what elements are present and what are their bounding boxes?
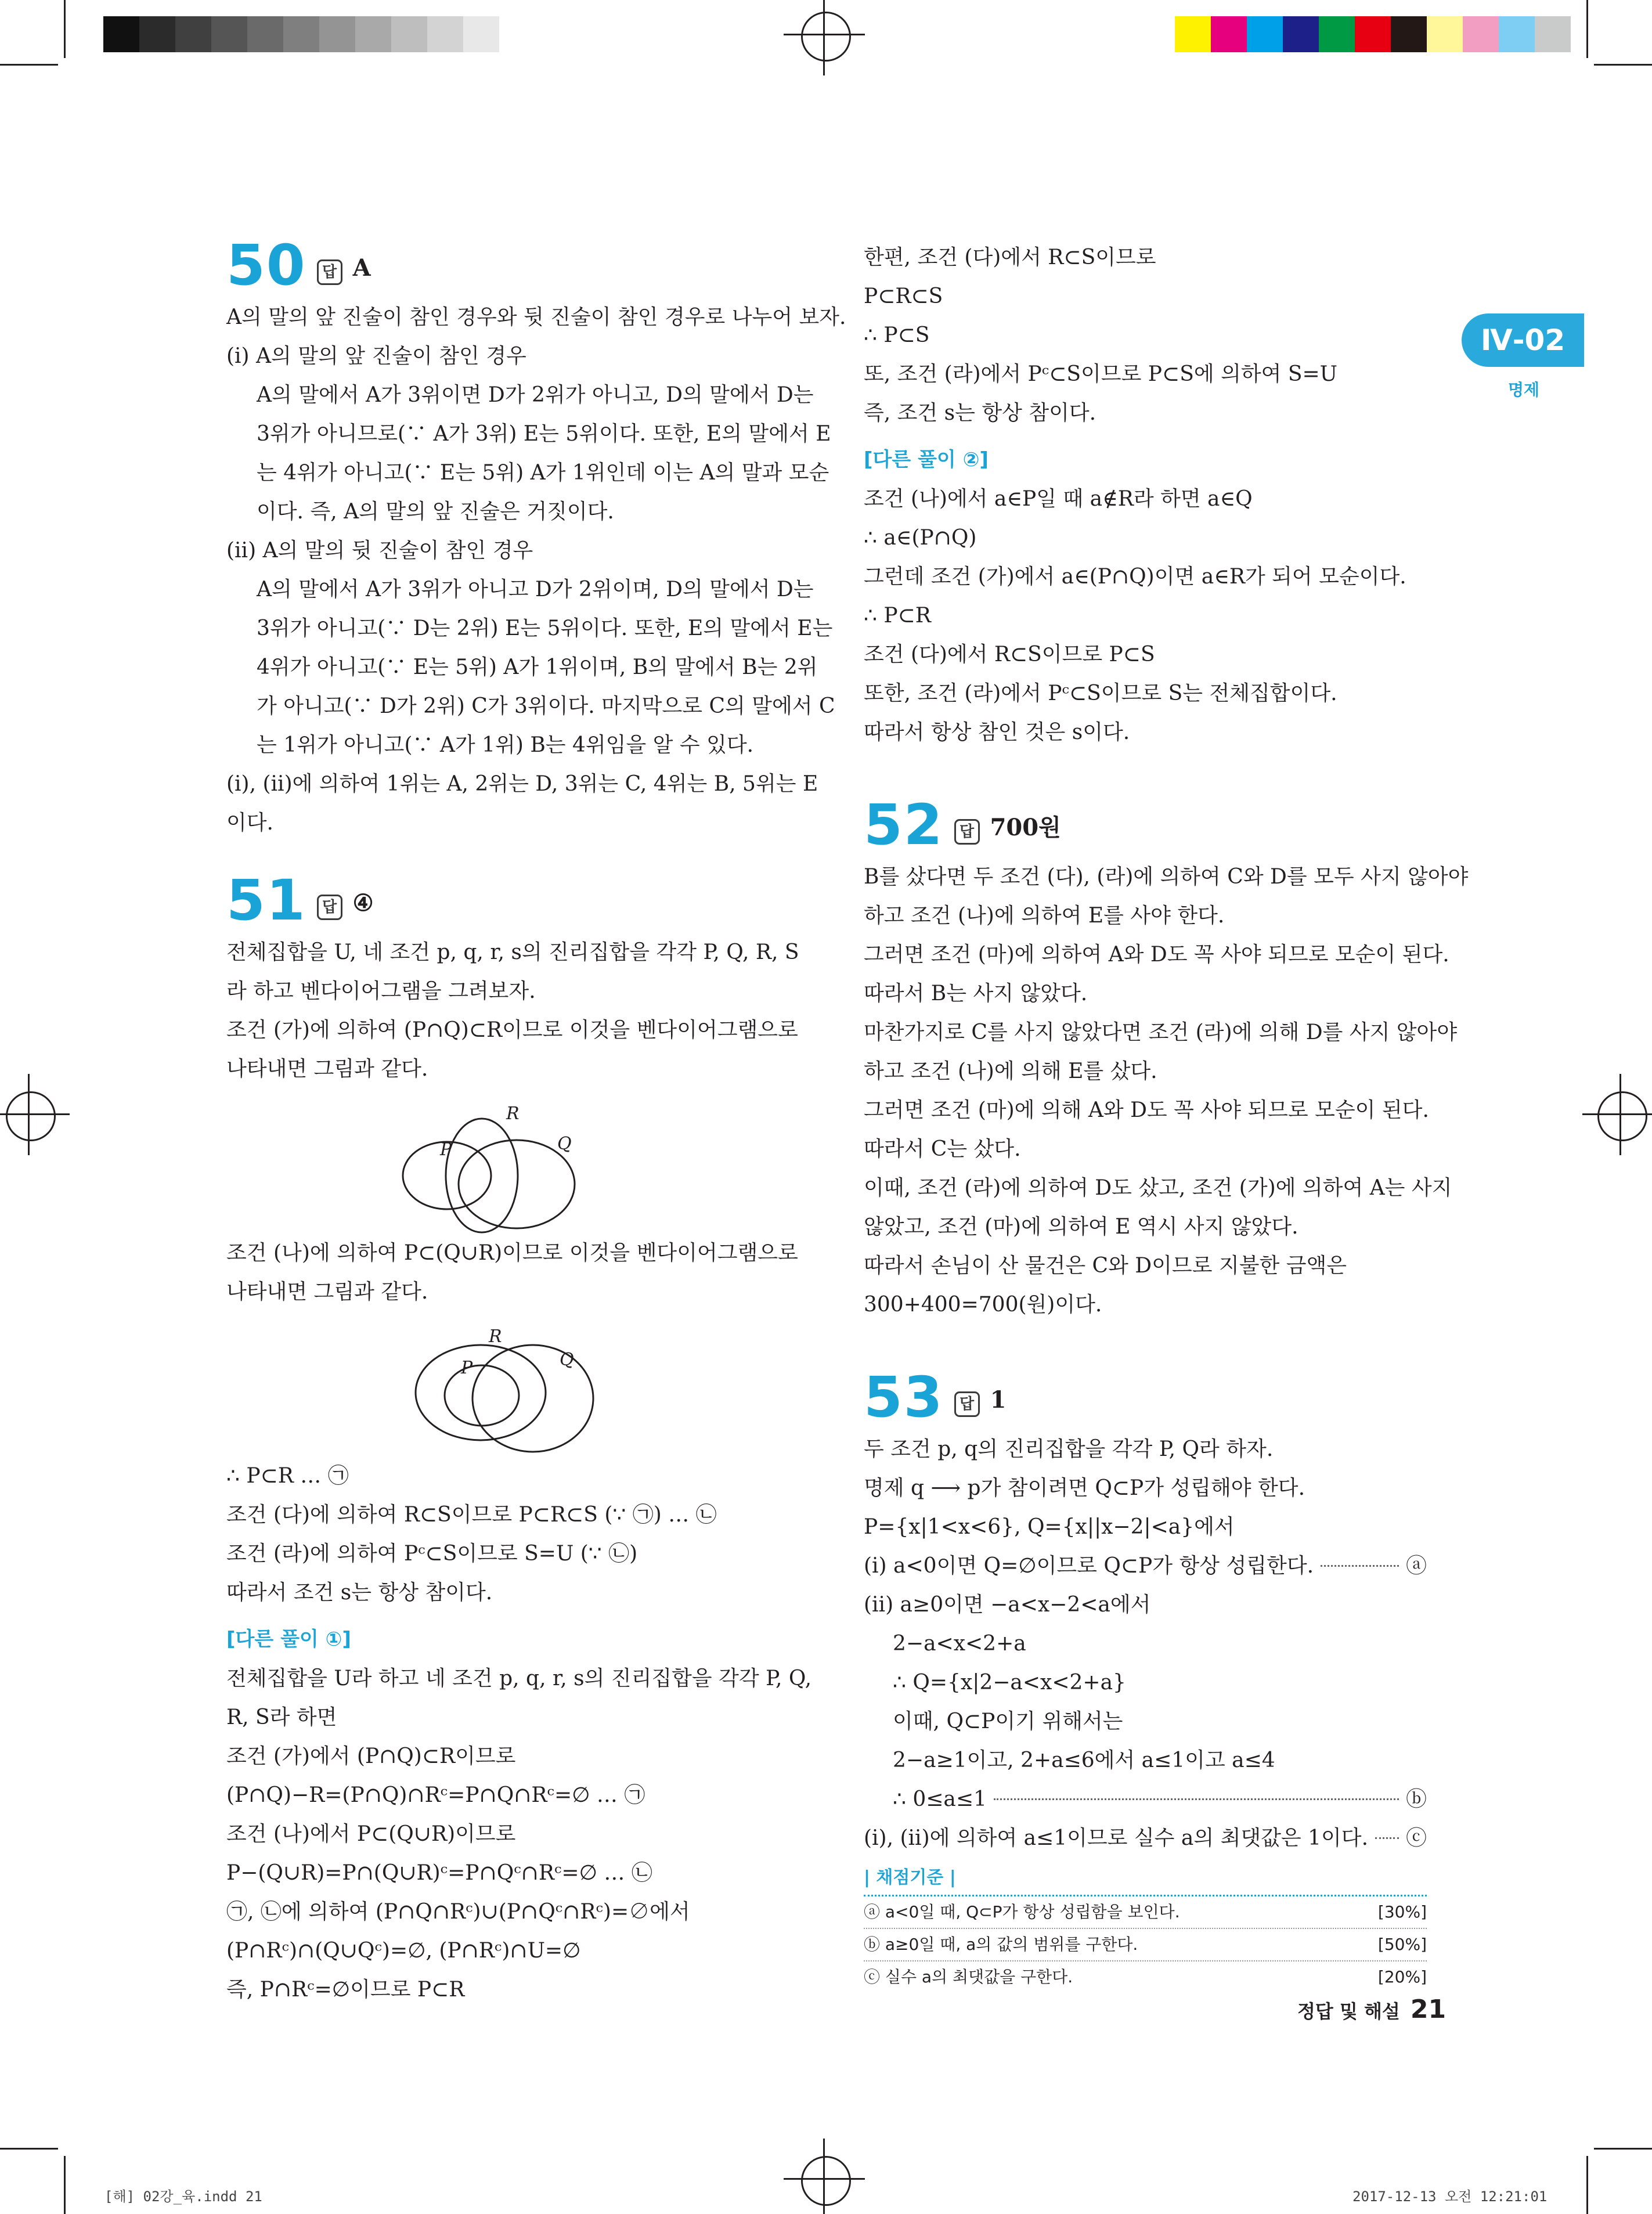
gray-scale-bar <box>103 16 499 52</box>
text-line: 조건 (다)에 의하여 R⊂S이므로 P⊂R⊂S (∵ ㉠) … ㉡ <box>226 1503 717 1527</box>
text-line: (P∩Rᶜ)∩(Q∪Qᶜ)=∅, (P∩Rᶜ)∩U=∅ <box>226 1939 581 1963</box>
text-line: 나타내면 그림과 같다. <box>226 1280 428 1304</box>
crop-mark <box>64 2156 66 2214</box>
calibration-swatch <box>1499 16 1535 52</box>
text-line: (ⅱ) A의 말의 뒷 진술이 참인 경우 <box>226 539 533 562</box>
text-line: 따라서 손님이 산 물건은 C와 D이므로 지불한 금액은 <box>864 1254 1347 1278</box>
calibration-swatch <box>463 16 499 52</box>
calibration-swatch <box>1463 16 1499 52</box>
calibration-swatch <box>1355 16 1391 52</box>
answer-badge: 답 <box>317 259 342 285</box>
solution-52 <box>864 789 1469 1324</box>
text-line: 이때, Q⊂P이기 위해서는 <box>893 1710 1123 1733</box>
set-q-label: Q <box>557 1134 572 1154</box>
text-line: ㉠, ㉡에 의하여 (P∩Q∩Rᶜ)∪(P∩Qᶜ∩Rᶜ)=∅에서 <box>226 1900 690 1924</box>
text-line: 조건 (다)에서 R⊂S이므로 P⊂S <box>864 643 1155 666</box>
text-line: 나타내면 그림과 같다. <box>226 1057 428 1081</box>
problem-header <box>226 229 795 298</box>
scoring-marker: ⓒ <box>1405 1826 1427 1850</box>
text-line: 그런데 조건 (가)에서 a∈(P∩Q)이면 a∈R가 되어 모순이다. <box>864 565 1406 589</box>
venn-diagram-1 <box>226 1088 795 1234</box>
grading-item: ⓑ a≥0일 때, a의 값의 범위를 구한다. <box>864 1935 1138 1954</box>
text-line: A의 말에서 A가 3위가 아니고 D가 2위이며, D의 말에서 D는 <box>257 578 814 601</box>
calibration-swatch <box>1283 16 1319 52</box>
file-slug: [해] 02강_육.indd 21 <box>104 2188 262 2205</box>
text-line: 한편, 조건 (다)에서 R⊂S이므로 <box>864 246 1156 269</box>
solution-51-continued <box>864 238 1427 752</box>
grading-percent: [50%] <box>1377 1935 1427 1954</box>
calibration-swatch <box>247 16 283 52</box>
text-line: 이다. 즉, A의 말의 앞 진술은 거짓이다. <box>257 500 614 524</box>
calibration-swatch <box>355 16 391 52</box>
scoring-line-a <box>864 1546 1427 1585</box>
calibration-swatch <box>1247 16 1283 52</box>
text-line: 따라서 C는 샀다. <box>864 1137 1021 1161</box>
calibration-swatch <box>283 16 319 52</box>
answer-badge: 답 <box>954 1391 980 1417</box>
set-q-circle <box>472 1345 593 1452</box>
text-line: 300+400=700(원)이다. <box>864 1293 1102 1317</box>
venn-diagram-2-svg <box>226 1311 795 1456</box>
grading-row <box>864 1929 1427 1961</box>
text-line: 전체집합을 U, 네 조건 p, q, r, s의 진리집합을 각각 P, Q, R, S <box>226 940 799 964</box>
text-line: (ⅱ) a≥0이면 −a<x−2<a에서 <box>864 1593 1151 1617</box>
calibration-swatch <box>1535 16 1571 52</box>
dotted-leader <box>994 1798 1399 1800</box>
set-p-label: P <box>440 1140 452 1160</box>
right-column <box>864 238 1469 1993</box>
calibration-swatch <box>1427 16 1463 52</box>
text-line: A의 말의 앞 진술이 참인 경우와 뒷 진술이 참인 경우로 나누어 보자. <box>226 305 846 329</box>
text-line: ∴ P⊂R <box>864 604 931 628</box>
dotted-leader <box>1321 1565 1399 1567</box>
text-line: 이다. <box>226 811 273 835</box>
text-line: P⊂R⊂S <box>864 284 943 308</box>
set-p-label: P <box>461 1358 473 1378</box>
chapter-tab: Ⅳ-02 <box>1462 313 1584 367</box>
problem-number: 51 <box>226 868 306 933</box>
dotted-leader <box>1375 1837 1399 1839</box>
venn-diagram-2 <box>226 1311 795 1456</box>
text-line: 2−a<x<2+a <box>893 1632 1026 1656</box>
text-line: A의 말에서 A가 3위이면 D가 2위가 아니고, D의 말에서 D는 <box>257 383 814 407</box>
text-line: R, S라 하면 <box>226 1705 337 1729</box>
crop-mark <box>64 0 66 58</box>
text-line: 3위가 아니므로(∵ A가 3위) E는 5위이다. 또한, E의 말에서 E <box>257 422 831 446</box>
calibration-swatch <box>139 16 175 52</box>
text-line: 조건 (가)에서 (P∩Q)⊂R이므로 <box>226 1744 516 1768</box>
text-line: 4위가 아니고(∵ E는 5위) A가 1위이며, B의 말에서 B는 2위 <box>257 655 818 679</box>
crop-mark <box>1594 2148 1652 2150</box>
text-line: ∴ a∈(P∩Q) <box>864 526 977 550</box>
scoring-marker: ⓐ <box>1405 1554 1427 1578</box>
text-line: 즉, P∩Rᶜ=∅이므로 P⊂R <box>226 1978 465 2002</box>
text-line: (P∩Q)−R=(P∩Q)∩Rᶜ=P∩Q∩Rᶜ=∅ … ㉠ <box>226 1783 645 1807</box>
text-line: 조건 (나)에서 a∈P일 때 a∉R라 하면 a∈Q <box>864 487 1253 511</box>
page-footer <box>1297 1995 1446 2024</box>
text-line: 즉, 조건 s는 항상 참이다. <box>864 401 1096 425</box>
grading-item: ⓐ a<0일 때, Q⊂P가 항상 성립함을 보인다. <box>864 1902 1180 1921</box>
text-line: 는 4위가 아니고(∵ E는 5위) A가 1위인데 이는 A의 말과 모순 <box>257 461 829 485</box>
crop-mark <box>1586 0 1588 58</box>
text-line: 하고 조건 (나)에 의해 E를 샀다. <box>864 1059 1157 1083</box>
grading-percent: [30%] <box>1377 1902 1427 1921</box>
text-line: 조건 (나)에서 P⊂(Q∪R)이므로 <box>226 1822 516 1846</box>
calibration-swatch <box>1211 16 1247 52</box>
answer-value: ④ <box>352 889 374 917</box>
crop-mark <box>0 2148 58 2150</box>
crop-mark <box>1586 2156 1588 2214</box>
problem-header <box>864 789 1427 857</box>
chapter-tab-subtitle: 명제 <box>1507 380 1540 399</box>
text-line: 3위가 아니고(∵ D는 2위) E는 5위이다. 또한, E의 말에서 E는 <box>257 616 833 640</box>
calibration-swatch <box>1319 16 1355 52</box>
text-line: (ⅰ), (ⅱ)에 의하여 a≤1이므로 실수 a의 최댓값은 1이다. <box>864 1826 1369 1850</box>
solution-53 <box>864 1361 1427 1993</box>
scoring-marker: ⓑ <box>1405 1787 1427 1811</box>
set-r-label: R <box>489 1326 502 1347</box>
answer-badge: 답 <box>317 895 342 920</box>
solution-51 <box>226 864 812 2009</box>
text-line: P−(Q∪R)=P∩(Q∪R)ᶜ=P∩Qᶜ∩Rᶜ=∅ … ㉡ <box>226 1861 652 1885</box>
calibration-swatch <box>427 16 463 52</box>
text-line: 조건 (가)에 의하여 (P∩Q)⊂R이므로 이것을 벤다이어그램으로 <box>226 1018 798 1042</box>
text-line: 또한, 조건 (라)에서 Pᶜ⊂S이므로 S는 전체집합이다. <box>864 681 1337 705</box>
text-line: 따라서 항상 참인 것은 s이다. <box>864 720 1130 744</box>
text-line: 조건 (라)에 의하여 Pᶜ⊂S이므로 S=U (∵ ㉡) <box>226 1542 638 1566</box>
text-line: P={x|1<x<6}, Q={x||x−2|<a}에서 <box>864 1515 1235 1539</box>
color-scale-bar <box>1175 16 1571 52</box>
text-line: 않았고, 조건 (마)에 의하여 E 역시 사지 않았다. <box>864 1215 1298 1239</box>
footer-label: 정답 및 해설 <box>1297 2000 1400 2022</box>
print-timestamp: 2017-12-13 오전 12:21:01 <box>1352 2188 1548 2205</box>
alternative-solution-title: [다른 풀이 ②] <box>864 448 989 471</box>
calibration-swatch <box>175 16 211 52</box>
text-line: 명제 q ⟶ p가 참이려면 Q⊂P가 성립해야 한다. <box>864 1476 1305 1500</box>
calibration-swatch <box>1175 16 1211 52</box>
text-line: B를 샀다면 두 조건 (다), (라)에 의하여 C와 D를 모두 사지 않아야 <box>864 865 1469 889</box>
text-line: 라 하고 벤다이어그램을 그려보자. <box>226 979 536 1003</box>
text-line: 가 아니고(∵ D가 2위) C가 3위이다. 마지막으로 C의 말에서 C <box>257 694 835 718</box>
problem-number: 53 <box>864 1365 944 1430</box>
text-line: 이때, 조건 (라)에 의하여 D도 샀고, 조건 (가)에 의하여 A는 사지 <box>864 1176 1452 1200</box>
set-r-label: R <box>506 1104 520 1124</box>
grading-item: ⓒ 실수 a의 최댓값을 구한다. <box>864 1967 1073 1986</box>
set-r-circle <box>446 1119 518 1232</box>
answer-value: 700원 <box>990 814 1061 841</box>
answer-value: A <box>352 254 371 282</box>
text-line: ∴ P⊂S <box>864 323 930 347</box>
answer-badge: 답 <box>954 819 980 845</box>
grading-row <box>864 1896 1427 1929</box>
grading-percent: [20%] <box>1377 1967 1427 1986</box>
text-line: (ⅰ) A의 말의 앞 진술이 참인 경우 <box>226 344 526 368</box>
text-line: ∴ 0≤a≤1 <box>893 1787 987 1811</box>
grading-criteria-title: | 채점기준 | <box>864 1861 1427 1896</box>
text-line: 2−a≥1이고, 2+a≤6에서 a≤1이고 a≤4 <box>893 1748 1275 1772</box>
problem-number: 52 <box>864 792 944 857</box>
calibration-swatch <box>103 16 139 52</box>
page-number: 21 <box>1410 1995 1447 2024</box>
alternative-solution-title: [다른 풀이 ①] <box>226 1628 351 1651</box>
text-line: 또, 조건 (라)에서 Pᶜ⊂S이므로 P⊂S에 의하여 S=U <box>864 362 1338 386</box>
calibration-swatch <box>319 16 355 52</box>
set-p-circle <box>445 1365 519 1426</box>
scoring-line-b <box>864 1780 1427 1819</box>
problem-number: 50 <box>226 233 306 298</box>
text-line: 따라서 B는 사지 않았다. <box>864 982 1088 1005</box>
scoring-line-c <box>864 1819 1427 1858</box>
grading-row <box>864 1961 1427 1993</box>
text-line: 는 1위가 아니고(∵ A가 1위) B는 4위임을 알 수 있다. <box>257 733 754 757</box>
answer-value: 1 <box>990 1386 1007 1414</box>
text-line: 마찬가지로 C를 사지 않았다면 조건 (라)에 의해 D를 사지 않아야 <box>864 1021 1458 1044</box>
text-line: 두 조건 p, q의 진리집합을 각각 P, Q라 하자. <box>864 1437 1274 1461</box>
text-line: (ⅰ) a<0이면 Q=∅이므로 Q⊂P가 항상 성립한다. <box>864 1554 1314 1578</box>
calibration-swatch <box>391 16 427 52</box>
text-line: 따라서 조건 s는 항상 참이다. <box>226 1581 493 1604</box>
set-q-label: Q <box>560 1350 574 1370</box>
crop-mark <box>1594 64 1652 66</box>
text-line: 조건 (나)에 의하여 P⊂(Q∪R)이므로 이것을 벤다이어그램으로 <box>226 1241 798 1265</box>
problem-header <box>226 864 795 933</box>
text-line: ∴ P⊂R … ㉠ <box>226 1464 349 1488</box>
solution-50 <box>226 229 846 842</box>
calibration-swatch <box>211 16 247 52</box>
text-line: 그러면 조건 (마)에 의해 A와 D도 꼭 사야 되므로 모순이 된다. <box>864 1098 1429 1122</box>
problem-header <box>864 1361 1427 1430</box>
text-line: 하고 조건 (나)에 의하여 E를 사야 한다. <box>864 904 1225 928</box>
text-line: 전체집합을 U라 하고 네 조건 p, q, r, s의 진리집합을 각각 P, Q, <box>226 1667 812 1690</box>
left-column <box>226 229 846 2009</box>
text-line: (ⅰ), (ⅱ)에 의하여 1위는 A, 2위는 D, 3위는 C, 4위는 B, 5위는 E <box>226 772 818 796</box>
text-line: ∴ Q={x|2−a<x<2+a} <box>893 1671 1126 1694</box>
crop-mark <box>0 64 58 66</box>
text-line: 그러면 조건 (마)에 의하여 A와 D도 꼭 사야 되므로 모순이 된다. <box>864 943 1449 967</box>
calibration-swatch <box>1391 16 1427 52</box>
